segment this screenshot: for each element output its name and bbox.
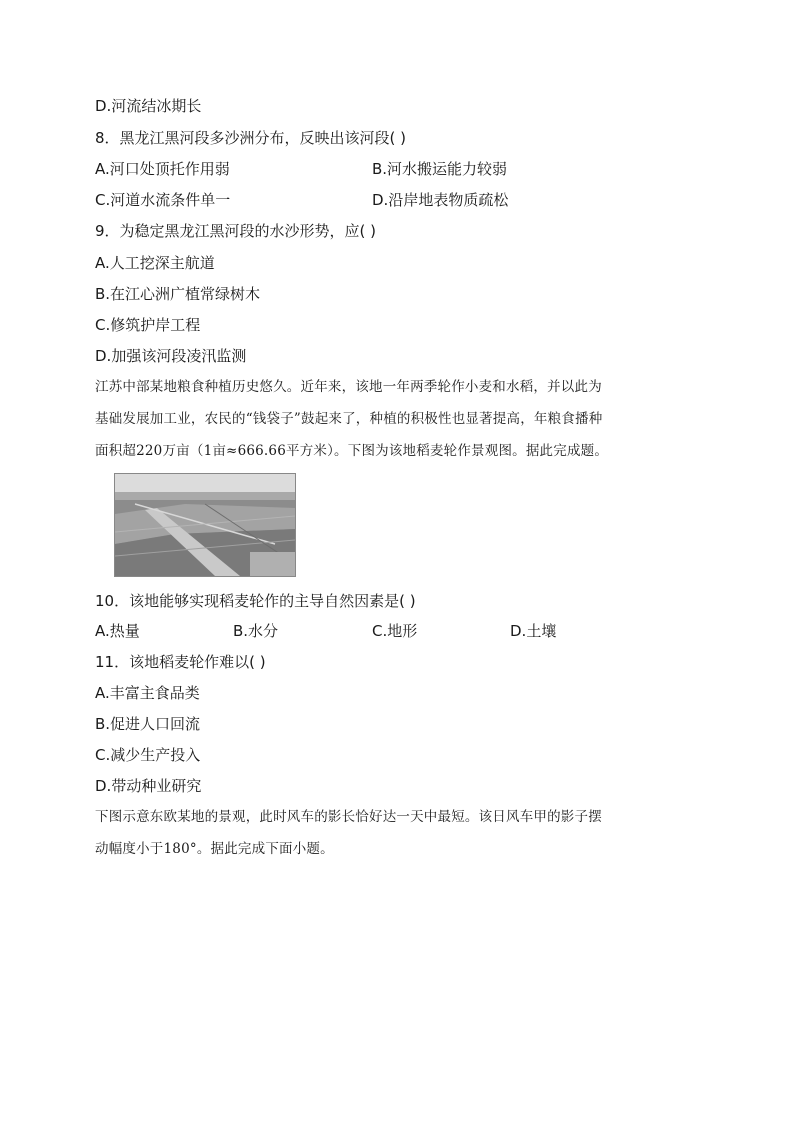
question-10-option-c: C.地形: [372, 622, 418, 640]
question-8-option-c: C.河道水流条件单一: [95, 191, 231, 209]
material-line: 下图示意东欧某地的景观，此时风车的影长恰好达一天中最短。该日风车甲的影子摆: [95, 809, 602, 825]
material-line: 动幅度小于180°。据此完成下面小题。: [95, 841, 334, 857]
question-8-stem: 8．黑龙江黑河段多沙洲分布，反映出该河段( ): [95, 129, 407, 147]
question-11-stem: 11．该地稻麦轮作难以( ): [95, 653, 266, 671]
question-9-option-c: C.修筑护岸工程: [95, 316, 201, 334]
question-10-stem: 10．该地能够实现稻麦轮作的主导自然因素是( ): [95, 592, 416, 610]
question-9-option-b: B.在江心洲广植常绿树木: [95, 285, 261, 303]
rice-wheat-rotation-photo: [114, 473, 296, 577]
question-11-option-d: D.带动种业研究: [95, 777, 202, 795]
material-paragraph-rice-wheat: [95, 371, 695, 467]
material-line: 面积超220万亩（1亩≈666.66平方米）。下图为该地稻麦轮作景观图。据此完成题。: [95, 443, 609, 459]
question-8-option-d: D.沿岸地表物质疏松: [372, 191, 509, 209]
question-10-option-a: A.热量: [95, 622, 140, 640]
material-line: 基础发展加工业，农民的“钱袋子”鼓起来了，种植的积极性也显著提高，年粮食播种: [95, 411, 603, 427]
question-10-option-b: B.水分: [233, 622, 279, 640]
question-9-option-d: D.加强该河段凌汛监测: [95, 347, 247, 365]
material-line: 江苏中部某地粮食种植历史悠久。近年来，该地一年两季轮作小麦和水稻，并以此为: [95, 379, 602, 395]
material-paragraph-windmill: [95, 801, 695, 865]
question-9-option-a: A.人工挖深主航道: [95, 254, 215, 272]
question-8-option-b: B.河水搬运能力较弱: [372, 160, 508, 178]
question-9-stem: 9．为稳定黑龙江黑河段的水沙形势，应( ): [95, 222, 377, 240]
question-8-option-a: A.河口处顶托作用弱: [95, 160, 230, 178]
question-11-option-c: C.减少生产投入: [95, 746, 201, 764]
question-11-option-a: A.丰富主食品类: [95, 684, 200, 702]
question-7-option-d: D.河流结冰期长: [95, 97, 202, 115]
question-11-option-b: B.促进人口回流: [95, 715, 201, 733]
question-10-option-d: D.土壤: [510, 622, 557, 640]
